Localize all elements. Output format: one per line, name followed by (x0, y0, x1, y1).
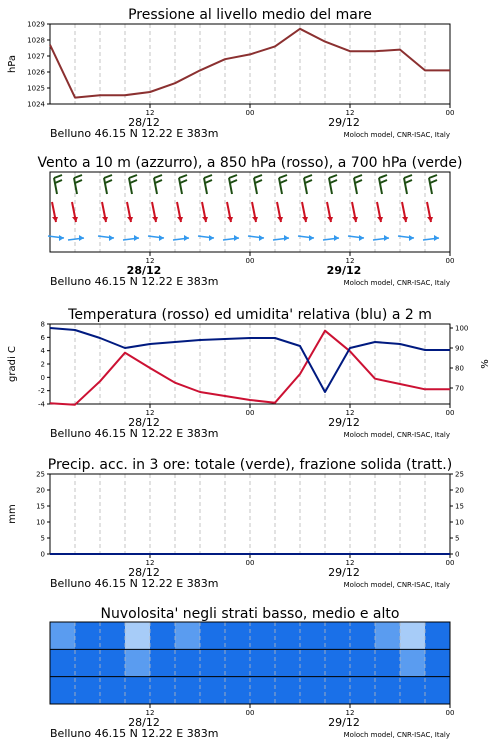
cloud-cell-medio (425, 649, 451, 676)
y-tick-label-right: 80 (455, 364, 464, 373)
y-tick-label-right: 20 (455, 486, 464, 495)
wind-barb-700hpa (54, 175, 62, 178)
wind-barb-700hpa (305, 180, 312, 183)
cloud-cell-medio (250, 649, 276, 676)
model-credit: Moloch model, CNR-ISAC, Italy (343, 279, 450, 287)
wind-barb-700hpa (304, 175, 312, 178)
cloud-cell-alto (375, 622, 401, 649)
x-tick-label: 00 (245, 409, 255, 417)
chart-title-2: Vento a 10 m (azzurro), a 850 hPa (rosso), a 700 hPa (verde) (37, 155, 463, 171)
location-label: Belluno 46.15 N 12.22 E 383m (50, 127, 219, 140)
wind-barb-700hpa (104, 178, 107, 194)
location-label: Belluno 46.15 N 12.22 E 383m (50, 727, 219, 740)
y-tick-label-right: 10 (455, 518, 464, 527)
y-tick-label-left: 10 (36, 518, 45, 527)
cloud-cell-basso (100, 677, 126, 704)
wind-barb-700hpa (229, 178, 232, 194)
wind-arrow-10m (359, 235, 364, 241)
wind-arrow-10m (434, 235, 439, 241)
cloud-cell-alto (75, 622, 101, 649)
wind-barb-700hpa (279, 175, 287, 178)
y-tick-label: 1027 (27, 52, 45, 61)
cloud-cell-alto (325, 622, 351, 649)
date-label: 29/12 (326, 264, 362, 277)
cloud-cell-alto (125, 622, 151, 649)
x-tick-label: 12 (145, 709, 155, 717)
wind-barb-700hpa (329, 178, 332, 194)
y-tick-label-right: 0 (455, 550, 460, 559)
y-tick-label: 1024 (27, 100, 45, 109)
x-tick-label: 00 (245, 709, 255, 717)
cloud-cell-medio (225, 649, 251, 676)
y-tick-label-left: 4 (40, 347, 45, 356)
wind-barb-700hpa (429, 175, 437, 178)
y-tick-label: 1026 (27, 68, 45, 77)
plot-frame (50, 24, 450, 104)
wind-barb-700hpa (379, 175, 387, 178)
x-tick-label: 12 (145, 559, 155, 567)
cloud-cell-alto (200, 622, 226, 649)
wind-barb-700hpa (154, 175, 162, 178)
x-tick-label: 12 (345, 257, 355, 265)
cloud-cell-alto (225, 622, 251, 649)
cloud-cell-basso (200, 677, 226, 704)
cloud-cell-alto (400, 622, 426, 649)
cloud-cell-basso (400, 677, 426, 704)
x-tick-label: 00 (445, 709, 455, 717)
y-tick-label-left: 8 (40, 320, 45, 329)
wind-barb-700hpa (255, 180, 262, 183)
y-axis-label-left: gradi C (7, 346, 18, 382)
date-label: 29/12 (328, 716, 360, 729)
wind-arrow-10m (284, 235, 289, 241)
cloud-cell-alto (50, 622, 76, 649)
cloud-cell-basso (75, 677, 101, 704)
y-axis-label-right: % (480, 359, 491, 369)
x-tick-label: 12 (345, 709, 355, 717)
x-tick-label: 12 (345, 559, 355, 567)
cloud-cell-basso (150, 677, 176, 704)
wind-arrow-10m (309, 235, 314, 241)
plot-frame (50, 324, 450, 404)
cloud-cell-basso (275, 677, 301, 704)
wind-barb-700hpa (430, 180, 437, 183)
y-tick-label-left: 0 (40, 550, 45, 559)
wind-barb-700hpa (179, 178, 182, 194)
wind-barb-700hpa (379, 178, 382, 194)
x-tick-label: 12 (145, 257, 155, 265)
date-label: 29/12 (328, 116, 360, 129)
wind-barb-700hpa (55, 180, 62, 183)
chart-title-5: Nuvolosita' negli strati basso, medio e alto (100, 606, 400, 622)
model-credit: Moloch model, CNR-ISAC, Italy (343, 431, 450, 439)
location-label: Belluno 46.15 N 12.22 E 383m (50, 275, 219, 288)
x-tick-label: 12 (345, 409, 355, 417)
wind-barb-700hpa (205, 180, 212, 183)
cloud-cell-alto (350, 622, 376, 649)
date-label: 28/12 (128, 566, 160, 579)
wind-arrow-10m (79, 235, 84, 241)
cloud-cell-medio (300, 649, 326, 676)
cloud-cell-medio (50, 649, 76, 676)
wind-barb-700hpa (105, 180, 112, 183)
y-tick-label-right: 25 (455, 470, 464, 479)
wind-barb-700hpa (204, 178, 207, 194)
cloud-cell-alto (275, 622, 301, 649)
wind-barb-700hpa (279, 178, 282, 194)
y-tick-label-left: 20 (36, 486, 45, 495)
wind-barb-700hpa (330, 180, 337, 183)
cloud-cell-basso (425, 677, 451, 704)
y-tick-label-right: 100 (455, 324, 469, 333)
wind-barb-700hpa (230, 180, 237, 183)
wind-arrow-10m (334, 235, 339, 241)
wind-barb-700hpa (204, 175, 212, 178)
date-label: 29/12 (328, 416, 360, 429)
cloud-cell-basso (175, 677, 201, 704)
y-tick-label-left: 15 (36, 502, 45, 511)
y-tick-label-left: 6 (40, 333, 45, 342)
wind-arrow-10m (234, 235, 239, 241)
cloud-cell-medio (75, 649, 101, 676)
x-tick-label: 12 (345, 109, 355, 117)
cloud-cell-alto (100, 622, 126, 649)
x-tick-label: 00 (445, 109, 455, 117)
wind-barb-700hpa (254, 175, 262, 178)
wind-barb-700hpa (130, 180, 137, 183)
model-credit: Moloch model, CNR-ISAC, Italy (343, 131, 450, 139)
y-tick-label: 1029 (27, 20, 45, 29)
cloud-cell-medio (125, 649, 151, 676)
y-tick-label-right: 70 (455, 384, 464, 393)
wind-barb-700hpa (180, 180, 187, 183)
cloud-cell-medio (175, 649, 201, 676)
x-tick-label: 12 (145, 109, 155, 117)
wind-arrow-10m (59, 235, 64, 241)
wind-barb-700hpa (179, 175, 187, 178)
chart-title-4: Precip. acc. in 3 ore: totale (verde), frazione solida (tratt.) (47, 457, 453, 473)
date-label: 28/12 (128, 716, 160, 729)
wind-barb-700hpa (329, 175, 337, 178)
cloud-cell-medio (375, 649, 401, 676)
wind-arrow-10m (209, 235, 214, 241)
y-tick-label-right: 15 (455, 502, 464, 511)
x-tick-label: 00 (445, 559, 455, 567)
x-tick-label: 00 (245, 559, 255, 567)
wind-barb-700hpa (429, 178, 432, 194)
wind-barb-700hpa (254, 178, 257, 194)
cloud-cell-medio (400, 649, 426, 676)
y-tick-label-right: 5 (455, 534, 460, 543)
wind-arrow-10m (384, 235, 389, 241)
plot-frame (50, 474, 450, 554)
wind-barb-700hpa (229, 175, 237, 178)
wind-barb-700hpa (129, 178, 132, 194)
wind-barb-700hpa (354, 175, 362, 178)
wind-barb-700hpa (404, 178, 407, 194)
chart-title-1: Pressione al livello medio del mare (128, 7, 372, 23)
cloud-cell-medio (325, 649, 351, 676)
wind-arrow-10m (184, 235, 189, 241)
y-axis-label: hPa (7, 54, 18, 74)
cloud-cell-basso (50, 677, 76, 704)
cloud-cell-medio (275, 649, 301, 676)
y-tick-label-left: -4 (38, 400, 45, 409)
x-tick-label: 00 (245, 257, 255, 265)
cloud-cell-basso (375, 677, 401, 704)
date-label: 29/12 (328, 566, 360, 579)
cloud-cell-basso (300, 677, 326, 704)
y-tick-label-left: 25 (36, 470, 45, 479)
wind-arrow-10m (409, 235, 414, 241)
wind-barb-700hpa (380, 180, 387, 183)
wind-barb-700hpa (75, 180, 82, 183)
y-tick-label-left: 0 (40, 373, 45, 382)
x-tick-label: 12 (145, 409, 155, 417)
y-tick-label-left: 5 (40, 534, 45, 543)
y-tick-label-left: 2 (40, 360, 45, 369)
x-tick-label: 00 (245, 109, 255, 117)
cloud-cell-alto (250, 622, 276, 649)
cloud-cell-alto (425, 622, 451, 649)
y-tick-label: 1025 (27, 84, 45, 93)
cloud-cell-medio (200, 649, 226, 676)
chart-title-3: Temperatura (rosso) ed umidita' relativa (blu) a 2 m (68, 307, 432, 323)
cloud-cell-basso (350, 677, 376, 704)
wind-barb-700hpa (405, 180, 412, 183)
location-label: Belluno 46.15 N 12.22 E 383m (50, 577, 219, 590)
wind-arrow-10m (259, 235, 264, 241)
y-tick-label: 1028 (27, 36, 45, 45)
cloud-cell-basso (325, 677, 351, 704)
wind-barb-700hpa (104, 175, 112, 178)
cloud-cell-alto (300, 622, 326, 649)
wind-barb-700hpa (54, 178, 57, 194)
y-tick-label-left: -2 (38, 387, 45, 396)
wind-barb-700hpa (355, 180, 362, 183)
wind-barb-700hpa (74, 178, 77, 194)
wind-barb-700hpa (404, 175, 412, 178)
cloud-cell-medio (150, 649, 176, 676)
wind-barb-700hpa (129, 175, 137, 178)
cloud-cell-basso (125, 677, 151, 704)
cloud-cell-alto (150, 622, 176, 649)
wind-arrow-10m (134, 235, 139, 241)
cloud-cell-medio (350, 649, 376, 676)
cloud-cell-basso (225, 677, 251, 704)
date-label: 28/12 (128, 116, 160, 129)
wind-arrow-10m (159, 235, 164, 241)
wind-barb-700hpa (304, 178, 307, 194)
y-tick-label-right: 90 (455, 344, 464, 353)
model-credit: Moloch model, CNR-ISAC, Italy (343, 731, 450, 739)
wind-barb-700hpa (155, 180, 162, 183)
wind-barb-700hpa (280, 180, 287, 183)
y-axis-label: mm (7, 504, 18, 524)
cloud-cell-basso (250, 677, 276, 704)
x-tick-label: 00 (445, 257, 455, 265)
cloud-cell-medio (100, 649, 126, 676)
wind-barb-700hpa (354, 178, 357, 194)
cloud-cell-alto (175, 622, 201, 649)
date-label: 28/12 (126, 264, 162, 277)
wind-arrow-10m (109, 235, 114, 241)
location-label: Belluno 46.15 N 12.22 E 383m (50, 427, 219, 440)
x-tick-label: 00 (445, 409, 455, 417)
date-label: 28/12 (128, 416, 160, 429)
model-credit: Moloch model, CNR-ISAC, Italy (343, 581, 450, 589)
wind-barb-700hpa (154, 178, 157, 194)
